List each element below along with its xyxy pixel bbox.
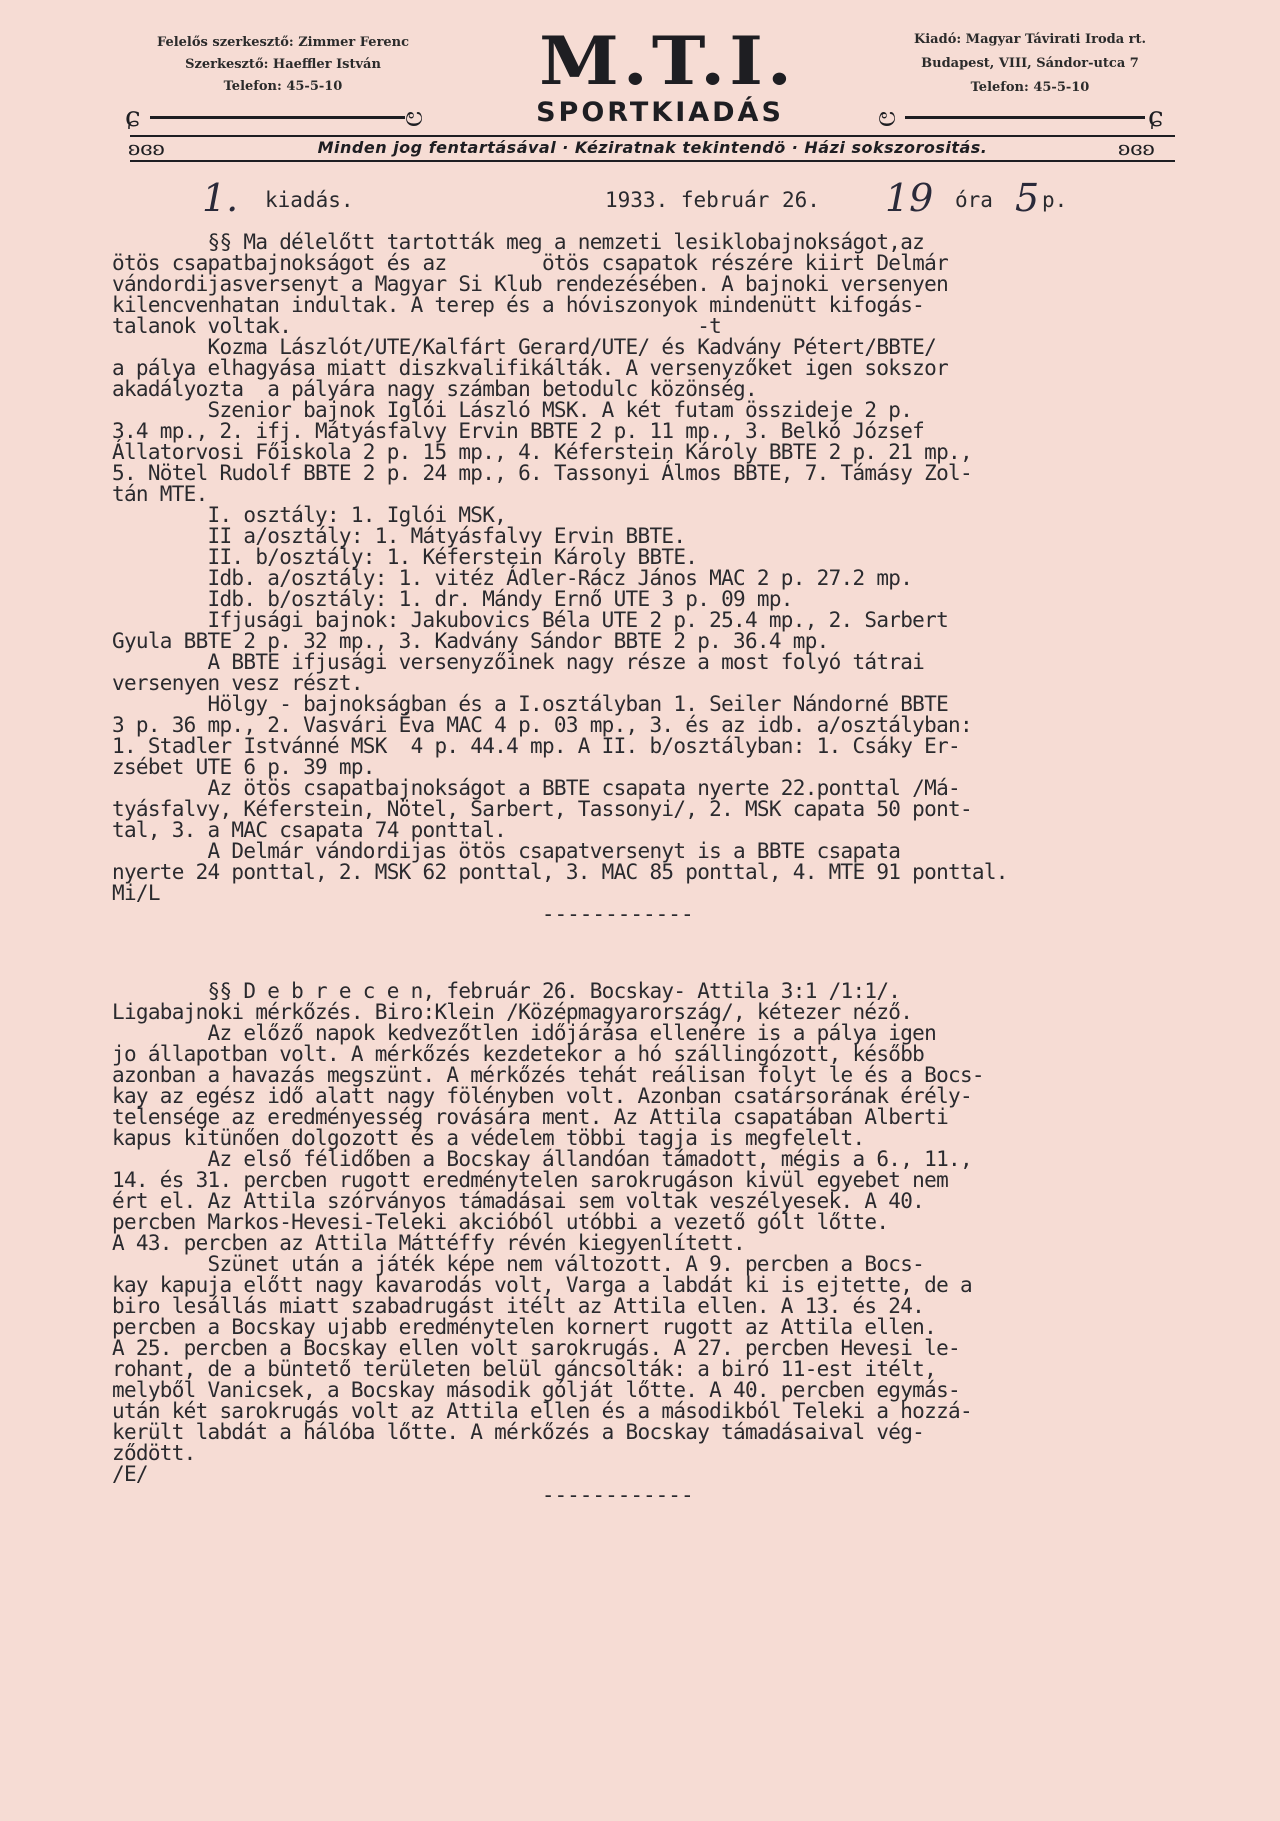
publisher-line: Kiadó: Magyar Távirati Iroda rt. xyxy=(913,32,1147,47)
article-line: II a/osztály: 1. Mátyásfalvy Ervin BBTE. xyxy=(112,524,686,548)
article-line: melyből Vanicsek, a Bocskay második gólját lőtte. A 40. percben egymás- xyxy=(112,1378,960,1402)
article-line: Szünet után a játék képe nem változott. A 9. percben a Bocs- xyxy=(112,1252,925,1276)
edition-label: kiadás. xyxy=(265,188,354,212)
article-line: tal, 3. a MAC csapata 74 ponttal. xyxy=(112,818,507,842)
sportkiadas-banner: SPORTKIADÁS xyxy=(536,97,784,128)
article-separator: ------------ xyxy=(112,902,694,926)
dateline-minute: 5 xyxy=(1015,176,1040,220)
article-line: rohant, de a büntető területen belül gáncsolták: a biró 11-est itélt, xyxy=(112,1357,937,1381)
article-line: 1. Stadler Istvánné MSK 4 p. 44.4 mp. A II. b/osztályban: 1. Csáky Er- xyxy=(112,734,960,758)
article-line: jo állapotban volt. A mérkőzés kezdetekor a hó szállingózott, később xyxy=(112,1042,925,1066)
article-line: 14. és 31. percben rugott eredménytelen sarokrugáson kivül egyebet nem xyxy=(112,1168,949,1192)
article-line: nyerte 24 ponttal, 2. MSK 62 ponttal, 3. MAC 85 ponttal, 4. MTE 91 ponttal. xyxy=(112,860,1008,884)
article-line: vándordijasversenyt a Magyar Si Klub rendezésében. A bajnoki versenyen xyxy=(112,272,949,296)
article-line: biro lesállás miatt szabadrugást itélt az Attila ellen. A 13. és 24. xyxy=(112,1294,925,1318)
article-line: ért el. Az Attila szórványos támadásai sem voltak veszélyesek. A 40. xyxy=(112,1189,925,1213)
article-line: tán MTE. xyxy=(112,482,208,506)
editor-line: Szerkesztő: Haeffler István xyxy=(185,57,381,72)
article-line: A Delmár vándordijas ötös csapatversenyt is a BBTE csapata xyxy=(112,839,901,863)
article-line: I. osztály: 1. Iglói MSK, xyxy=(112,503,507,527)
article-line: Az előző napok kedvezőtlen időjárása ellenére is a pálya igen xyxy=(112,1021,937,1045)
motto-rule-bottom xyxy=(130,160,1175,162)
article-line: kay kapuja előtt nagy kavarodás volt, Varga a labdát ki is ejtette, de a xyxy=(112,1273,972,1297)
article-line: Mi/L xyxy=(112,881,160,905)
article-line: percben a Bocskay ujabb eredménytelen kornert rugott az Attila ellen. xyxy=(112,1315,937,1339)
masthead-rule-right xyxy=(905,116,1145,119)
article-line: kapus kitünően dolgozott és a védelem többi tagja is megfelelt. xyxy=(112,1126,865,1150)
article-line: Az ötös csapatbajnokságot a BBTE csapata nyerte 22.ponttal /Má- xyxy=(112,776,960,800)
dateline-date: 1933. február 26. xyxy=(605,188,820,212)
editors-block xyxy=(128,32,438,98)
article-line: zsébet UTE 6 p. 39 mp. xyxy=(112,755,375,779)
article-line: 3.4 mp., 2. ifj. Mátyásfalvy Ervin BBTE 2 p. 11 mp., 3. Belkó József xyxy=(112,419,925,443)
article-line: került labdát a hálóba lőtte. A mérkőzés a Bocskay támadásaival vég- xyxy=(112,1420,925,1444)
article-line: percben Markos-Hevesi-Teleki akcióból utóbbi a vezető gólt lőtte. xyxy=(112,1210,889,1234)
publisher-block xyxy=(880,28,1180,100)
chief-editor-line: Felelős szerkesztő: Zimmer Ferenc xyxy=(156,35,410,50)
article-line: tyásfalvy, Kéferstein, Nötel, Sarbert, Tassonyi/, 2. MSK capata 50 pont- xyxy=(112,797,972,821)
motto-ornament-right-icon: ʚɞʚ xyxy=(1118,136,1155,160)
motto-rule-top xyxy=(130,135,1175,137)
article-line: akadályozta a pályára nagy számban betodulc közönség. xyxy=(112,377,757,401)
motto-ornament-left-icon: ʚɞʚ xyxy=(128,136,165,160)
article-line: Gyula BBTE 2 p. 32 mp., 3. Kadvány Sándor BBTE 2 p. 36.4 mp. xyxy=(112,629,829,653)
dateline xyxy=(190,176,1190,220)
scroll-ornament-center-right-icon: ಲ xyxy=(878,100,897,133)
article-line: Idb. a/osztály: 1. vitéz Ádler-Rácz János MAC 2 p. 27.2 mp. xyxy=(112,566,913,590)
bulletin-body xyxy=(112,232,1222,1506)
publisher-address-line: Budapest, VIII, Sándor-utca 7 xyxy=(921,56,1139,71)
scroll-ornament-left-icon: ɕ xyxy=(125,100,141,133)
article-line: Ligabajnoki mérkőzés. Biro:Klein /Középmagyarország/, kétezer néző. xyxy=(112,1000,913,1024)
dateline-hour-label: óra xyxy=(955,188,993,212)
article-line: Az első félidőben a Bocskay állandóan támadott, mégis a 6., 11., xyxy=(112,1147,972,1171)
article-line: Szenior bajnok Iglói László MSK. A két futam összideje 2 p. xyxy=(112,398,913,422)
article-line: Idb. b/osztály: 1. dr. Mándy Ernő UTE 3 p. 09 mp. xyxy=(112,587,793,611)
publisher-phone-line: Telefon: 45-5-10 xyxy=(970,80,1090,95)
article-debrecen-match xyxy=(112,981,1222,1506)
article-separator: ------------ xyxy=(112,1483,694,1507)
scroll-ornament-right-icon: ɕ xyxy=(1148,100,1164,133)
article-line: kay az egész idő alatt nagy fölényben volt. Azonban csatársorának érély- xyxy=(112,1084,972,1108)
scroll-ornament-center-left-icon: ಲ xyxy=(405,100,424,133)
article-line: A BBTE ifjusági versenyzőinek nagy része a most folyó tátrai xyxy=(112,650,925,674)
article-line: /E/ xyxy=(112,1462,148,1486)
article-line: §§ D e b r e c e n, február 26. Bocskay- Attila 3:1 /1:1/. xyxy=(112,979,901,1003)
article-line: a pálya elhagyása miatt diszkvalifikálták. A versenyzőket igen sokszor xyxy=(112,356,949,380)
dateline-hour: 19 xyxy=(885,176,934,220)
edition-number: 1. xyxy=(202,176,239,220)
article-line: telensége az eredményesség rovására ment. Az Attila csapatában Alberti xyxy=(112,1105,949,1129)
article-line: Kozma Lászlót/UTE/Kalfárt Gerard/UTE/ és Kadvány Pétert/BBTE/ xyxy=(112,335,937,359)
mti-logo: M.T.I. xyxy=(539,21,796,100)
article-line: ötös csapatbajnokságot és az ötös csapatok részére kiirt Delmár xyxy=(112,251,949,275)
article-line: §§ Ma délelőtt tartották meg a nemzeti lesiklobajnokságot,az xyxy=(112,230,925,254)
article-line: Állatorvosi Főiskola 2 p. 15 mp., 4. Kéferstein Károly BBTE 2 p. 21 mp., xyxy=(112,440,972,464)
article-line: után két sarokrugás volt az Attila ellen és a másodikból Teleki a hozzá- xyxy=(112,1399,972,1423)
article-line: ződött. xyxy=(112,1441,196,1465)
article-line: 3 p. 36 mp., 2. Vasvári Éva MAC 4 p. 03 mp., 3. és az idb. a/osztályban: xyxy=(112,713,972,737)
article-line: kilencvenhatan indultak. A terep és a hóviszonyok mindenütt kifogás- xyxy=(112,293,925,317)
article-ski-championship xyxy=(112,232,1222,925)
article-line: 5. Nötel Rudolf BBTE 2 p. 24 mp., 6. Tassonyi Álmos BBTE, 7. Támásy Zol- xyxy=(112,461,972,485)
article-line: II. b/osztály: 1. Kéferstein Károly BBTE. xyxy=(112,545,698,569)
editors-phone-line: Telefon: 45-5-10 xyxy=(223,79,343,94)
dateline-minute-label: p. xyxy=(1042,188,1068,212)
motto-line: Minden jog fentartásával · Kéziratnak tekintendö · Házi sokszorositás. xyxy=(317,138,988,157)
article-line: talanok voltak. -t xyxy=(112,314,722,338)
article-line: versenyen vesz részt. xyxy=(112,671,363,695)
article-line: Hölgy - bajnokságban és a I.osztályban 1. Seiler Nándorné BBTE xyxy=(112,692,949,716)
article-line: A 25. percben a Bocskay ellen volt sarokrugás. A 27. percben Hevesi le- xyxy=(112,1336,960,1360)
article-line: Ifjusági bajnok: Jakubovics Béla UTE 2 p. 25.4 mp., 2. Sarbert xyxy=(112,608,949,632)
article-line: azonban a havazás megszünt. A mérkőzés tehát reálisan folyt le és a Bocs- xyxy=(112,1063,984,1087)
article-line: A 43. percben az Attila Máttéffy révén kiegyenlített. xyxy=(112,1231,745,1255)
masthead-rule-left xyxy=(150,116,405,119)
masthead-header xyxy=(0,0,1280,175)
